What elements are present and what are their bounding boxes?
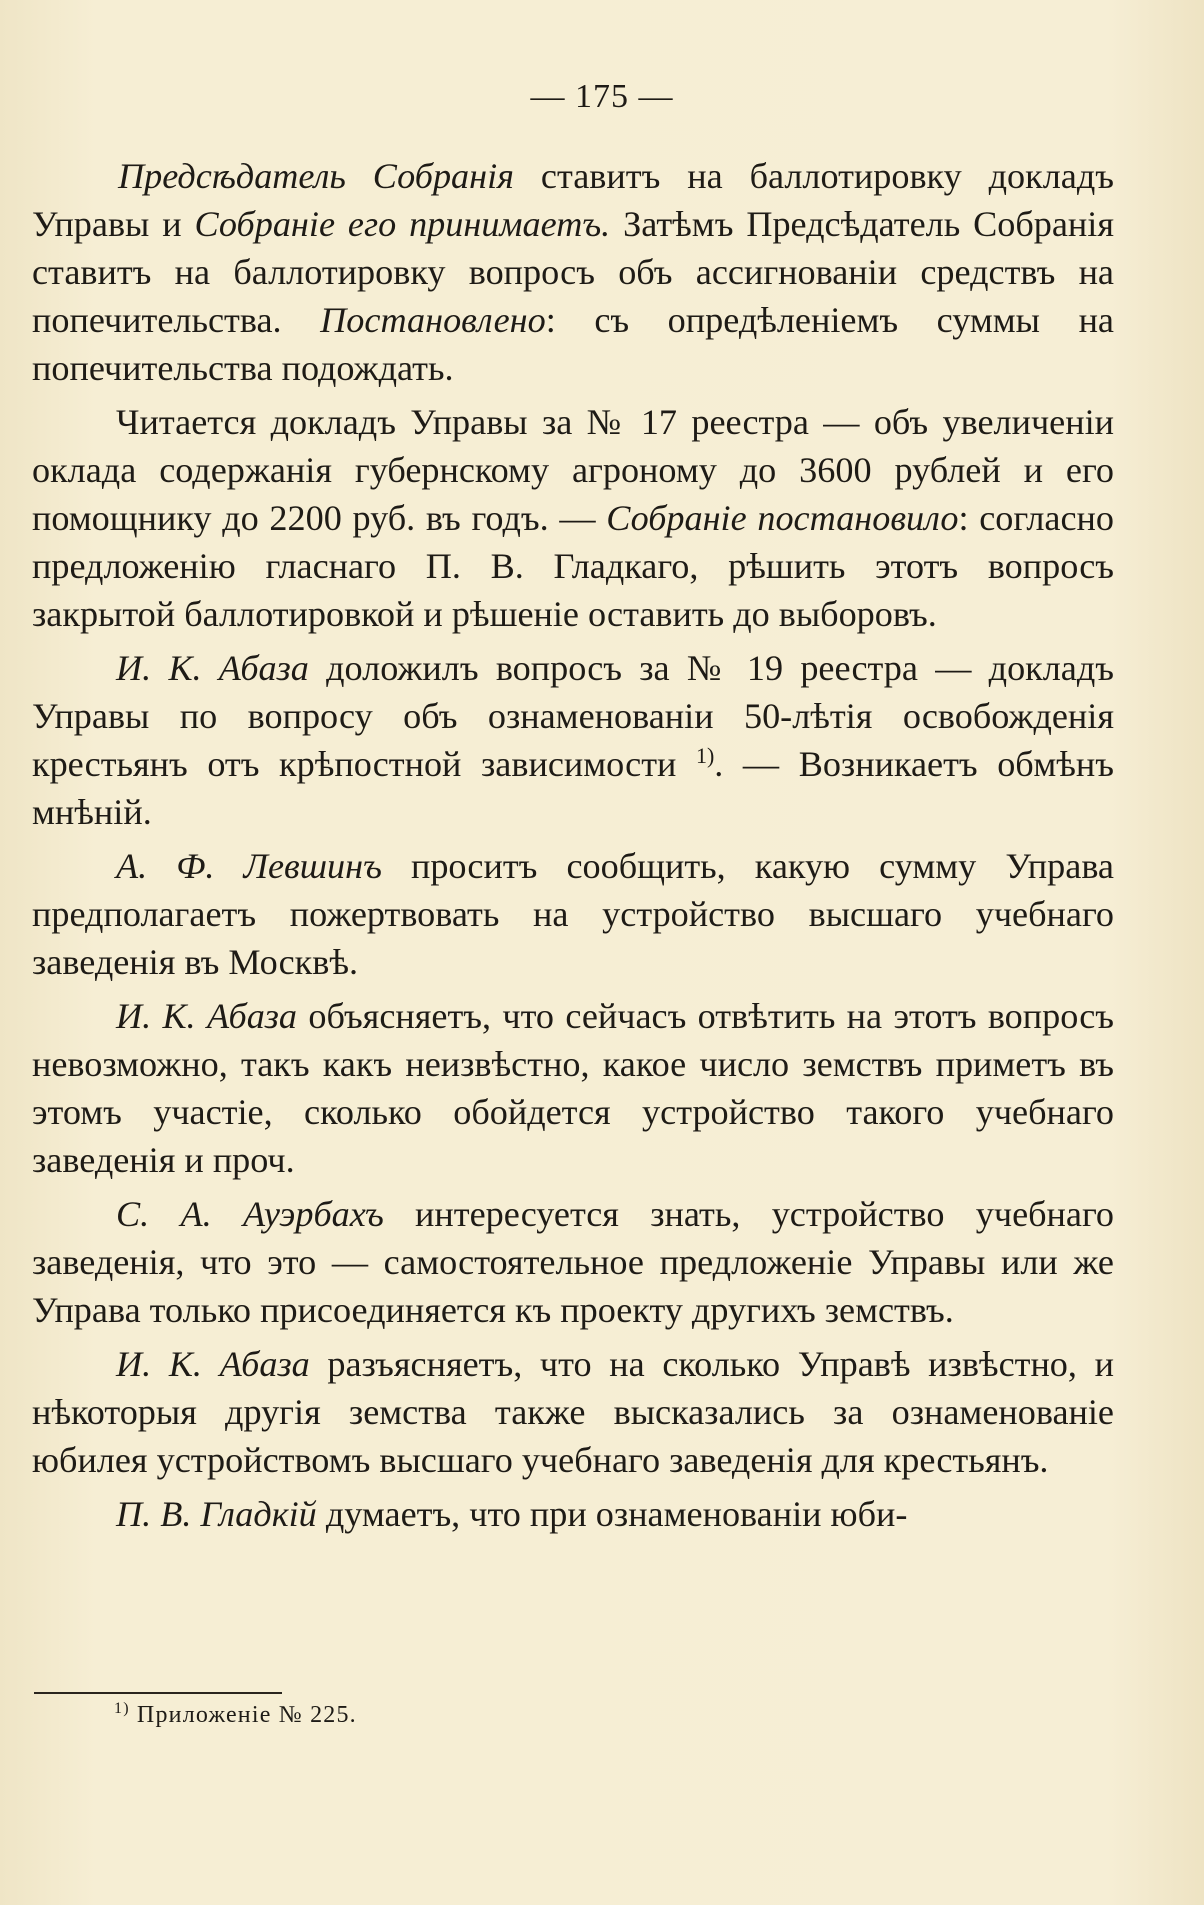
footnote-reference: 1): [695, 742, 715, 768]
paragraph-text: Читается докладъ Управы за № 17 реестра — объ увеличеніи оклада содержанія губернскому агроному до 3600 рублей и его помощнику до 2200 руб. въ годъ. —: [32, 402, 1114, 538]
speaker-name: И. К. Абаза: [116, 648, 309, 688]
speaker-name: С. А. Ауэрбахъ: [116, 1194, 384, 1234]
paragraph: [32, 1190, 1114, 1334]
paragraph: [32, 1340, 1114, 1484]
speaker-name: Постановлено: [320, 300, 546, 340]
speaker-name: Предсѣдатель Собранія: [118, 156, 514, 196]
paragraph-text: ставитъ на баллотировку докладъ Управы и: [32, 156, 1114, 244]
paragraph: [32, 1490, 1114, 1538]
paragraph-text: интересуется знать, устройство учебнаго заведенія, что это — самостоятельное предложеніе Управы или же Управа только присоединяется къ проекту другихъ земствъ.: [32, 1194, 1115, 1330]
paragraph-text: проситъ сообщить, какую сумму Управа предполагаетъ пожертвовать на устройство высшаго учебнаго заведенія въ Москвѣ.: [32, 846, 1114, 982]
paragraph: [32, 398, 1114, 638]
paragraph-text: разъясняетъ, что на сколько Управѣ извѣстно, и нѣкоторыя другія земства также высказались за ознаменованіе юбилея устройствомъ высшаго учебнаго заведенія для крестьянъ.: [32, 1344, 1114, 1480]
paragraph: [32, 152, 1114, 392]
page-number: — 175 —: [530, 78, 674, 115]
speaker-name: И. К. Абаза: [116, 1344, 310, 1384]
speaker-name: Собраніе постановило: [606, 498, 959, 538]
paragraph-text: . — Возникаетъ обмѣнъ мнѣній.: [32, 744, 1114, 832]
paragraph-text: : съ опредѣленіемъ суммы на попечительства подождать.: [32, 300, 1114, 388]
footnote-marker: 1): [114, 1700, 130, 1717]
paragraph-text: объясняетъ, что сейчасъ отвѣтить на этотъ вопросъ невозможно, такъ какъ неизвѣстно, какое число земствъ приметъ въ этомъ участіе, сколько обойдется устройство такого учебнаго заведенія и проч.: [32, 996, 1114, 1180]
footnote-text: Приложеніе № 225.: [129, 1702, 357, 1728]
paragraph: [32, 644, 1114, 836]
paragraph: [32, 842, 1114, 986]
footnote-divider: [34, 1692, 282, 1694]
body-text: [32, 152, 1114, 1544]
speaker-name: И. К. Абаза: [116, 996, 298, 1036]
paragraph-text: : согласно предложенію гласнаго П. В. Гладкаго, рѣшить этотъ вопросъ закрытой баллотировкой и рѣшеніе оставить до выборовъ.: [32, 498, 1115, 634]
speaker-name: А. Ф. Левшинъ: [116, 846, 382, 886]
speaker-name: П. В. Гладкій: [116, 1494, 317, 1534]
paragraph-text: думаетъ, что при ознаменованіи юби-: [316, 1494, 908, 1534]
paragraph-text: доложилъ вопросъ за № 19 реестра — докладъ Управы по вопросу объ ознаменованіи 50-лѣтія освобожденія крестьянъ отъ крѣпостной зависимости: [32, 648, 1114, 784]
speaker-name: Собраніе его принимаетъ.: [194, 204, 611, 244]
footnote: [114, 1700, 357, 1729]
paragraph-text: Затѣмъ Предсѣдатель Собранія ставитъ на баллотировку вопросъ объ ассигнованіи средствъ на попечительства.: [32, 204, 1114, 340]
paragraph: [32, 992, 1114, 1184]
